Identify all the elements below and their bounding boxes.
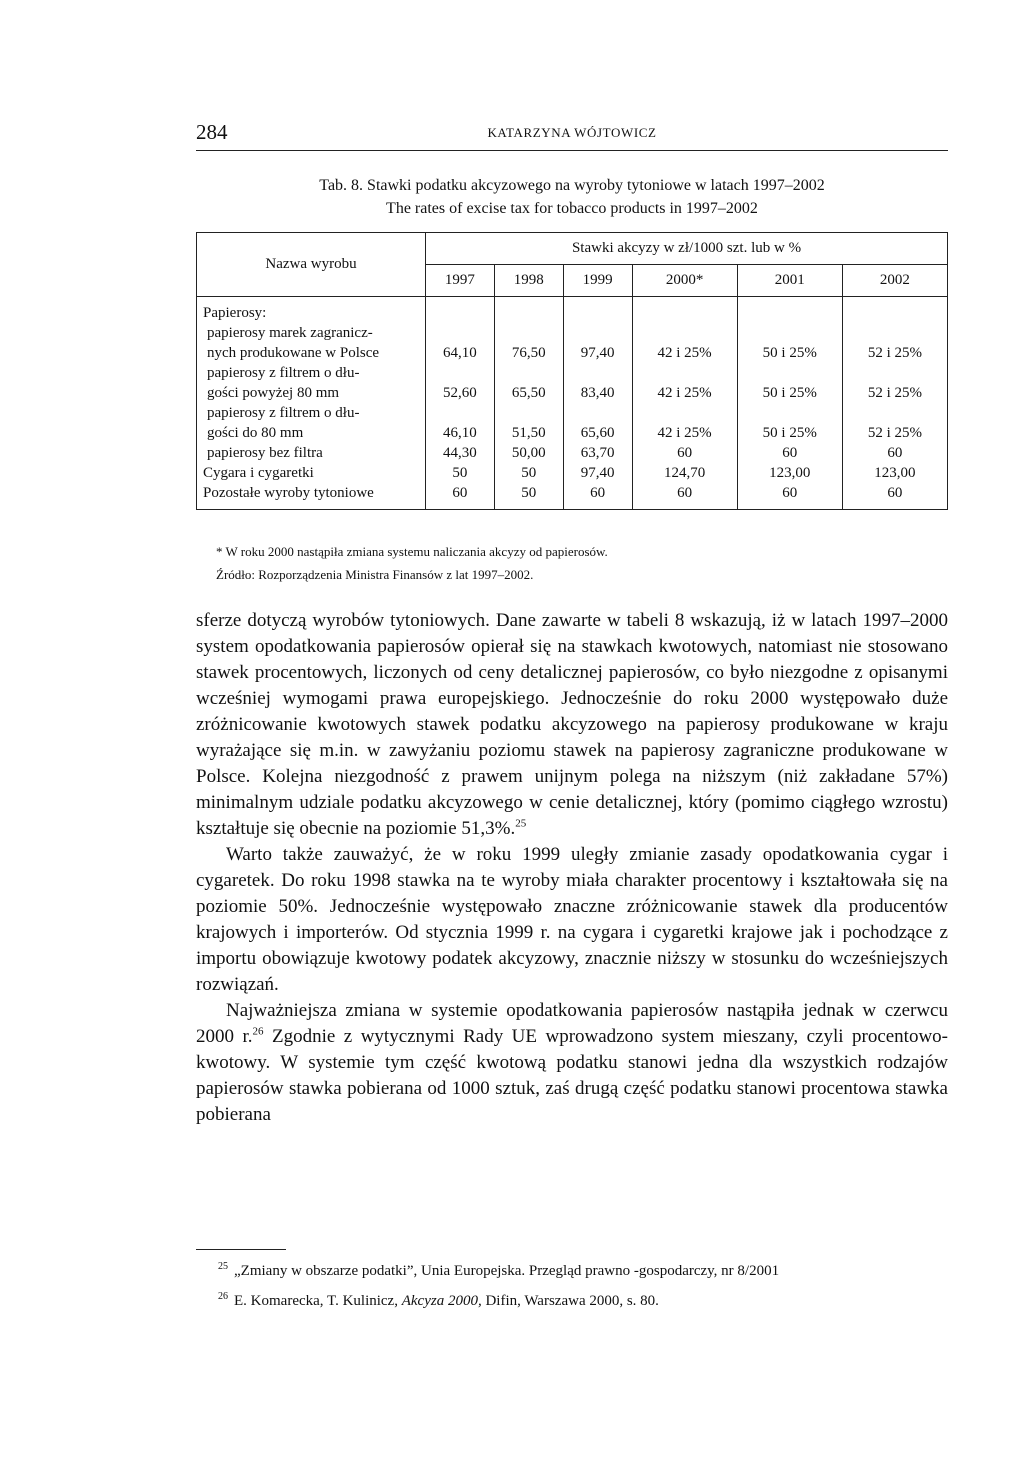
table-source: Źródło: Rozporządzenia Ministra Finansów z lat 1997–2002. — [216, 567, 534, 582]
value-cell: 123,00 — [737, 463, 842, 483]
paragraph — [196, 998, 948, 1128]
table-caption-en: The rates of excise tax for tobacco products in 1997–2002 — [386, 200, 758, 217]
footnote — [218, 1284, 958, 1314]
running-title: KATARZYNA WÓJTOWICZ — [487, 125, 657, 140]
page-number: 284 — [196, 120, 228, 144]
paragraph: Warto także zauważyć, że w roku 1999 uległy zmianie zasady opodatkowania cygar i cygaretek. Do roku 1998 stawka na te wyroby miała charakter procentowy i kształtowała się na poziomie 50%. Jednocześnie występowało znaczne zróżnicowanie stawek dla producentów krajowych i importerów. Od stycznia 1999 r. na cygara i cygaretki krajowe jak i pochodzące z importu obowiązuje kwotowy podatek akcyzowy, znacznie niższy w stosunku do wcześniejszych rozwiązań. — [196, 844, 948, 995]
table-row — [197, 323, 948, 343]
value-cell: 97,40 — [563, 343, 632, 363]
value-cell: 50 — [494, 463, 563, 483]
table-row — [197, 483, 948, 510]
value-cell: 52 i 25% — [842, 343, 947, 363]
row-name-line: papierosy z filtrem o dłu- — [197, 363, 426, 383]
value-cell: 42 i 25% — [632, 383, 737, 403]
value-cell: 65,60 — [563, 423, 632, 443]
footnote-text: Difin, Warszawa 2000, s. 80. — [481, 1293, 659, 1309]
name-column-header: Nazwa wyrobu — [197, 233, 426, 297]
year-header: 2002 — [842, 265, 947, 297]
paragraph — [196, 608, 948, 842]
table-row — [197, 463, 948, 483]
table-row — [197, 443, 948, 463]
footnote-mark: 26 — [218, 1291, 228, 1302]
category-label: Papierosy: — [197, 297, 426, 324]
table-footnote: * W roku 2000 nastąpiła zmiana systemu naliczania akcyzy od papierosów. — [216, 544, 608, 559]
footnote-mark: 25 — [218, 1261, 228, 1272]
excise-tax-table — [196, 232, 948, 510]
table-row — [197, 343, 948, 363]
year-header: 1997 — [426, 265, 495, 297]
table-row — [197, 297, 948, 324]
table-row — [197, 403, 948, 423]
value-cell: 50 i 25% — [737, 423, 842, 443]
value-cell: 76,50 — [494, 343, 563, 363]
value-cell: 46,10 — [426, 423, 495, 443]
row-name-line: gości do 80 mm — [197, 423, 426, 443]
value-cell: 97,40 — [563, 463, 632, 483]
value-cell: 60 — [632, 483, 737, 510]
value-cell: 42 i 25% — [632, 343, 737, 363]
value-cell: 123,00 — [842, 463, 947, 483]
row-name-line: papierosy z filtrem o dłu- — [197, 403, 426, 423]
footnote-ref: 26 — [252, 1025, 264, 1038]
row-name-line: papierosy bez filtra — [197, 443, 426, 463]
value-cell: 50,00 — [494, 443, 563, 463]
body-text — [196, 608, 948, 1128]
row-name-line: nych produkowane w Polsce — [197, 343, 426, 363]
value-cell: 52 i 25% — [842, 423, 947, 443]
table-row — [197, 423, 948, 443]
row-name-line: Cygara i cygaretki — [197, 463, 426, 483]
footnote-text: „Zmiany w obszarze podatki”, Unia Europejska. Przegląd prawno -gospodarczy, nr 8/2001 — [234, 1263, 780, 1279]
value-cell: 124,70 — [632, 463, 737, 483]
value-cell: 83,40 — [563, 383, 632, 403]
value-cell: 42 i 25% — [632, 423, 737, 443]
year-header: 1998 — [494, 265, 563, 297]
footnote — [218, 1254, 958, 1284]
value-cell: 63,70 — [563, 443, 632, 463]
year-header: 2000* — [632, 265, 737, 297]
rates-group-header: Stawki akcyzy w zł/1000 szt. lub w % — [426, 233, 948, 265]
value-cell: 52,60 — [426, 383, 495, 403]
year-header: 2001 — [737, 265, 842, 297]
paragraph-text: Najważniejsza zmiana w systemie opodatkowania papierosów nastąpiła jednak w czerwcu 2000 r. — [196, 1000, 948, 1047]
year-header: 1999 — [563, 265, 632, 297]
value-cell: 50 i 25% — [737, 383, 842, 403]
value-cell: 50 — [426, 463, 495, 483]
value-cell: 60 — [632, 443, 737, 463]
paragraph-text: sferze dotyczą wyrobów tytoniowych. Dane zawarte w tabeli 8 wskazują, iż w latach 1997–2000 system opodatkowania papierosów opierał się na stawkach kwotowych, natomiast nie stosowano stawek procentowych, liczonych od ceny detalicznej papierosów, co było niezgodne z opisanymi wcześniej wymogami prawa europejskiego. Jednocześnie do roku 2000 występowało duże zróżnicowanie kwotowych stawek podatku akcyzowego na papierosy produkowane w kraju wyrażające się m.in. w zawyżaniu poziomu stawek na papierosy zagraniczne produkowane w Polsce. Kolejna niezgodność z prawem unijnym polega na niższym (niż zakładane 57%) minimalnym udziale podatku akcyzowego w cenie detalicznej, który (pomimo ciągłego wzrostu) kształtuje się obecnie na poziomie 51,3%. — [196, 610, 948, 839]
table-notes — [216, 540, 936, 586]
value-cell: 65,50 — [494, 383, 563, 403]
value-cell: 60 — [426, 483, 495, 510]
value-cell: 50 i 25% — [737, 343, 842, 363]
footnote-ref: 25 — [515, 817, 527, 830]
value-cell: 60 — [737, 483, 842, 510]
value-cell: 60 — [563, 483, 632, 510]
table-row — [197, 383, 948, 403]
footnotes — [218, 1254, 958, 1314]
value-cell: 64,10 — [426, 343, 495, 363]
page-header — [196, 120, 948, 151]
table-caption-pl: Tab. 8. Stawki podatku akcyzowego na wyroby tytoniowe w latach 1997–2002 — [319, 177, 825, 194]
value-cell: 60 — [842, 483, 947, 510]
value-cell: 50 — [494, 483, 563, 510]
row-name-line: papierosy marek zagranicz- — [197, 323, 426, 343]
paragraph-text: Zgodnie z wytycznymi Rady UE wprowadzono system mieszany, czyli procentowo-kwotowy. W systemie tym część kwotową podatku stanowi jedna dla wszystkich rodzajów papierosów stawka pobierana od 1000 sztuk, zaś drugą część podatku stanowi procentowa stawka pobierana — [196, 1026, 949, 1125]
row-name-line: Pozostałe wyroby tytoniowe — [197, 483, 426, 510]
value-cell: 60 — [842, 443, 947, 463]
footnote-divider — [196, 1249, 286, 1250]
value-cell: 60 — [737, 443, 842, 463]
row-name-line: gości powyżej 80 mm — [197, 383, 426, 403]
footnote-text: E. Komarecka, T. Kulinicz, — [234, 1293, 402, 1309]
table-row — [197, 363, 948, 383]
value-cell: 51,50 — [494, 423, 563, 443]
footnote-title: Akcyza 2000, — [401, 1293, 482, 1309]
value-cell: 52 i 25% — [842, 383, 947, 403]
value-cell: 44,30 — [426, 443, 495, 463]
